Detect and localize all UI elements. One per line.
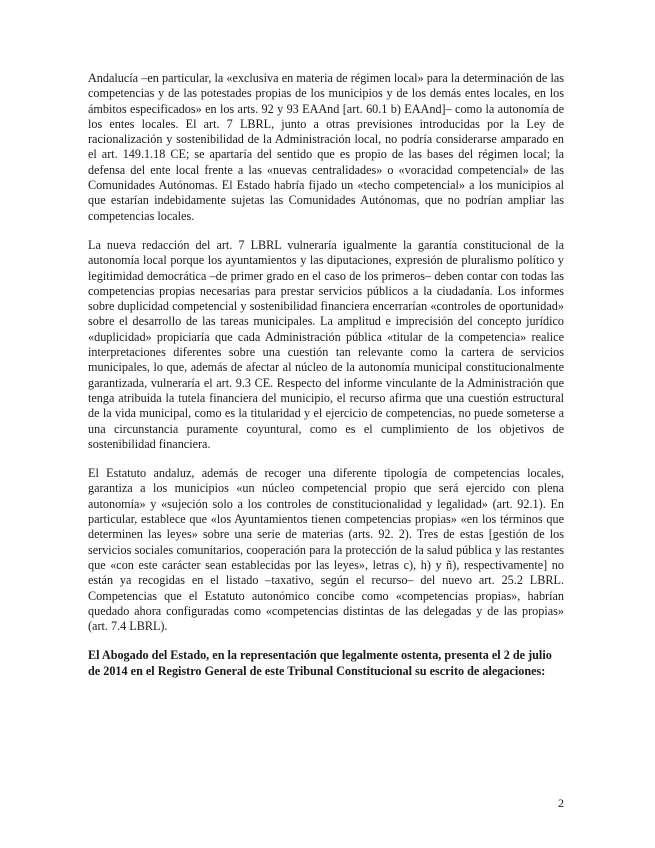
paragraph-2: La nueva redacción del art. 7 LBRL vulneraría igualmente la garantía constitucional de la autonomía local porque los ayuntamientos y las diputaciones, expresión de pluralismo político y legitimidad democrática –de primer grado en el caso de los primeros– deben contar con todas las competencias propias necesarias para prestar servicios públicos a la ciudadanía. Los informes sobre duplicidad competencial y sostenibilidad financiera encerrarían «controles de oportunidad» sobre el desarrollo de las tareas municipales. La amplitud e imprecisión del concepto jurídico «duplicidad» propiciaría que cada Administración pública «titular de la competencia» realice interpretaciones diferentes sobre una cuestión tan relevante como la cartera de servicios municipales, lo que, además de afectar al núcleo de la autonomía municipal constitucionalmente garantizada, vulneraría el art. 9.3 CE. Respecto del informe vinculante de la Administración que tenga atribuida la tutela financiera del municipio, el recurso afirma que una cuestión estructural de la vida municipal, como es la titularidad y el ejercicio de competencias, no puede someterse a una circunstancia puramente coyuntural, como es el cumplimiento de los objetivos de sostenibilidad financiera. — [88, 237, 564, 451]
paragraph-1: Andalucía –en particular, la «exclusiva en materia de régimen local» para la determinación de las competencias y de las potestades propias de los municipios y de los demás entes locales, en los ámbitos especificados» en los arts. 92 y 93 EAAnd [art. 60.1 b) EAAnd]– como la autonomía de los entes locales. El art. 7 LBRL, junto a otras previsiones introducidas por la Ley de racionalización y sostenibilidad de la Administración local, no podría considerarse amparado en el art. 149.1.18 CE; se apartaría del sentido que es propio de las bases del régimen local; la defensa del ente local frente a las «nuevas centralidades» o «voracidad competencial» de las Comunidades Autónomas. El Estado habría fijado un «techo competencial» a los municipios al que estarían indebidamente sujetas las Comunidades Autónomas, que no podrían ampliar las competencias locales. — [88, 71, 564, 223]
paragraph-3: El Estatuto andaluz, además de recoger una diferente tipología de competencias locales, garantiza a los municipios «un núcleo competencial propio que será ejercido con plena autonomía» y «sujeción solo a los controles de constitucionalidad y legalidad» (art. 92.1). En particular, establece que «los Ayuntamientos tienen competencias propias» «en los términos que determinen las leyes» sobre una serie de materias (arts. 92. 2). Tres de estas [gestión de los servicios sociales comunitarios, cooperación para la protección de la salud pública y las restantes que «con este carácter sean establecidas por las leyes», letras c), h) y ñ), respectivamente] no están ya recogidas en el listado –taxativo, según el recurso– del nuevo art. 25.2 LBRL. Competencias que el Estatuto autonómico concibe como «competencias propias», habrían quedado ahora configuradas como «competencias distintas de las delegadas y de las propias» (art. 7.4 LBRL). — [88, 466, 564, 634]
page-number: 2 — [558, 796, 564, 810]
paragraph-4-abogado-del-estado: El Abogado del Estado, en la representación que legalmente ostenta, presenta el 2 de julio de 2014 en el Registro General de este Tribunal Constitucional su escrito de alegaciones: — [88, 648, 552, 678]
document-body — [88, 71, 564, 679]
